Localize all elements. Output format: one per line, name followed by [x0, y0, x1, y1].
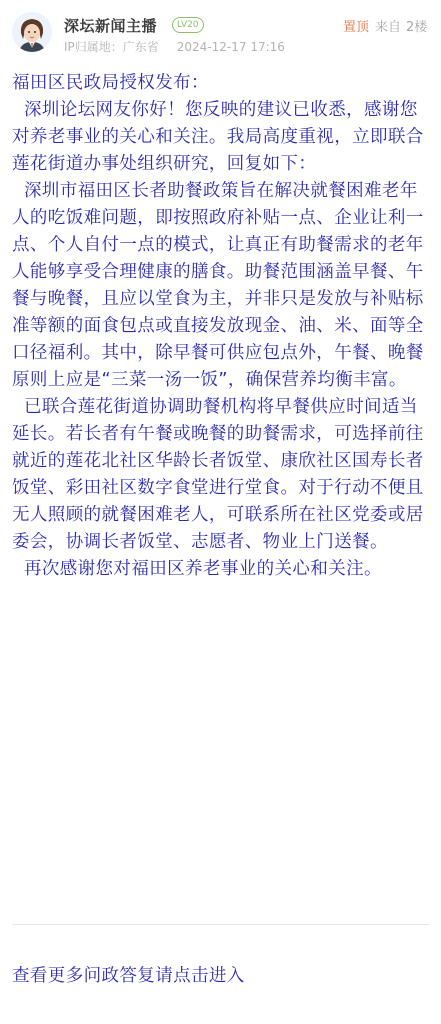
post-meta [64, 38, 285, 55]
post-content [12, 70, 432, 583]
level-badge: LV20 [172, 17, 204, 33]
more-replies-link[interactable]: 查看更多问政答复请点击进入 [12, 966, 245, 986]
paragraph-thanks: 再次感谢您对福田区养老事业的关心和关注。 [12, 559, 382, 579]
avatar[interactable] [12, 12, 52, 52]
paragraph-greeting: 深圳论坛网友你好！您反映的建议已收悉，感谢您对养老事业的关心和关注。我局高度重视，立即联合莲花街道办事处组织研究，回复如下： [12, 100, 424, 174]
ip-location: IP归属地：广东省 [64, 40, 159, 54]
post-time: 2024-12-17 17:16 [176, 40, 285, 54]
divider [12, 924, 429, 925]
post-header [0, 0, 441, 62]
paragraph-heading: 福田区民政局授权发布： [12, 73, 209, 93]
paragraph-measures: 已联合莲花街道协调助餐机构将早餐供应时间适当延长。若长者有午餐或晚餐的助餐需求，可选择前往就近的莲花北社区华龄长者饭堂、康欣社区国寿长者饭堂、彩田社区数字食堂进行堂食。对于行动不便且无人照顾的就餐困难老人，可联系所在社区党委或居委会，协调长者饭堂、志愿者、物业上门送餐。 [12, 397, 424, 552]
paragraph-policy: 深圳市福田区长者助餐政策旨在解决就餐困难老年人的吃饭难问题，即按照政府补贴一点、企业让利一点、个人自付一点的模式，让真正有助餐需求的老年人能够享受合理健康的膳食。助餐范围涵盖早餐、午餐与晚餐，且应以堂食为主，并非只是发放与补贴标准等额的面食包点或直接发放现金、油、米、面等全口径福利。其中，除早餐可供应包点外，午餐、晚餐原则上应是“三菜一汤一饭”，确保营养均衡丰富。 [12, 181, 424, 390]
source-label: 来自 [375, 20, 402, 35]
pinned-label: 置顶 [343, 20, 370, 35]
floor-number: 2楼 [406, 20, 428, 35]
author-name[interactable]: 深坛新闻主播 [64, 17, 158, 35]
